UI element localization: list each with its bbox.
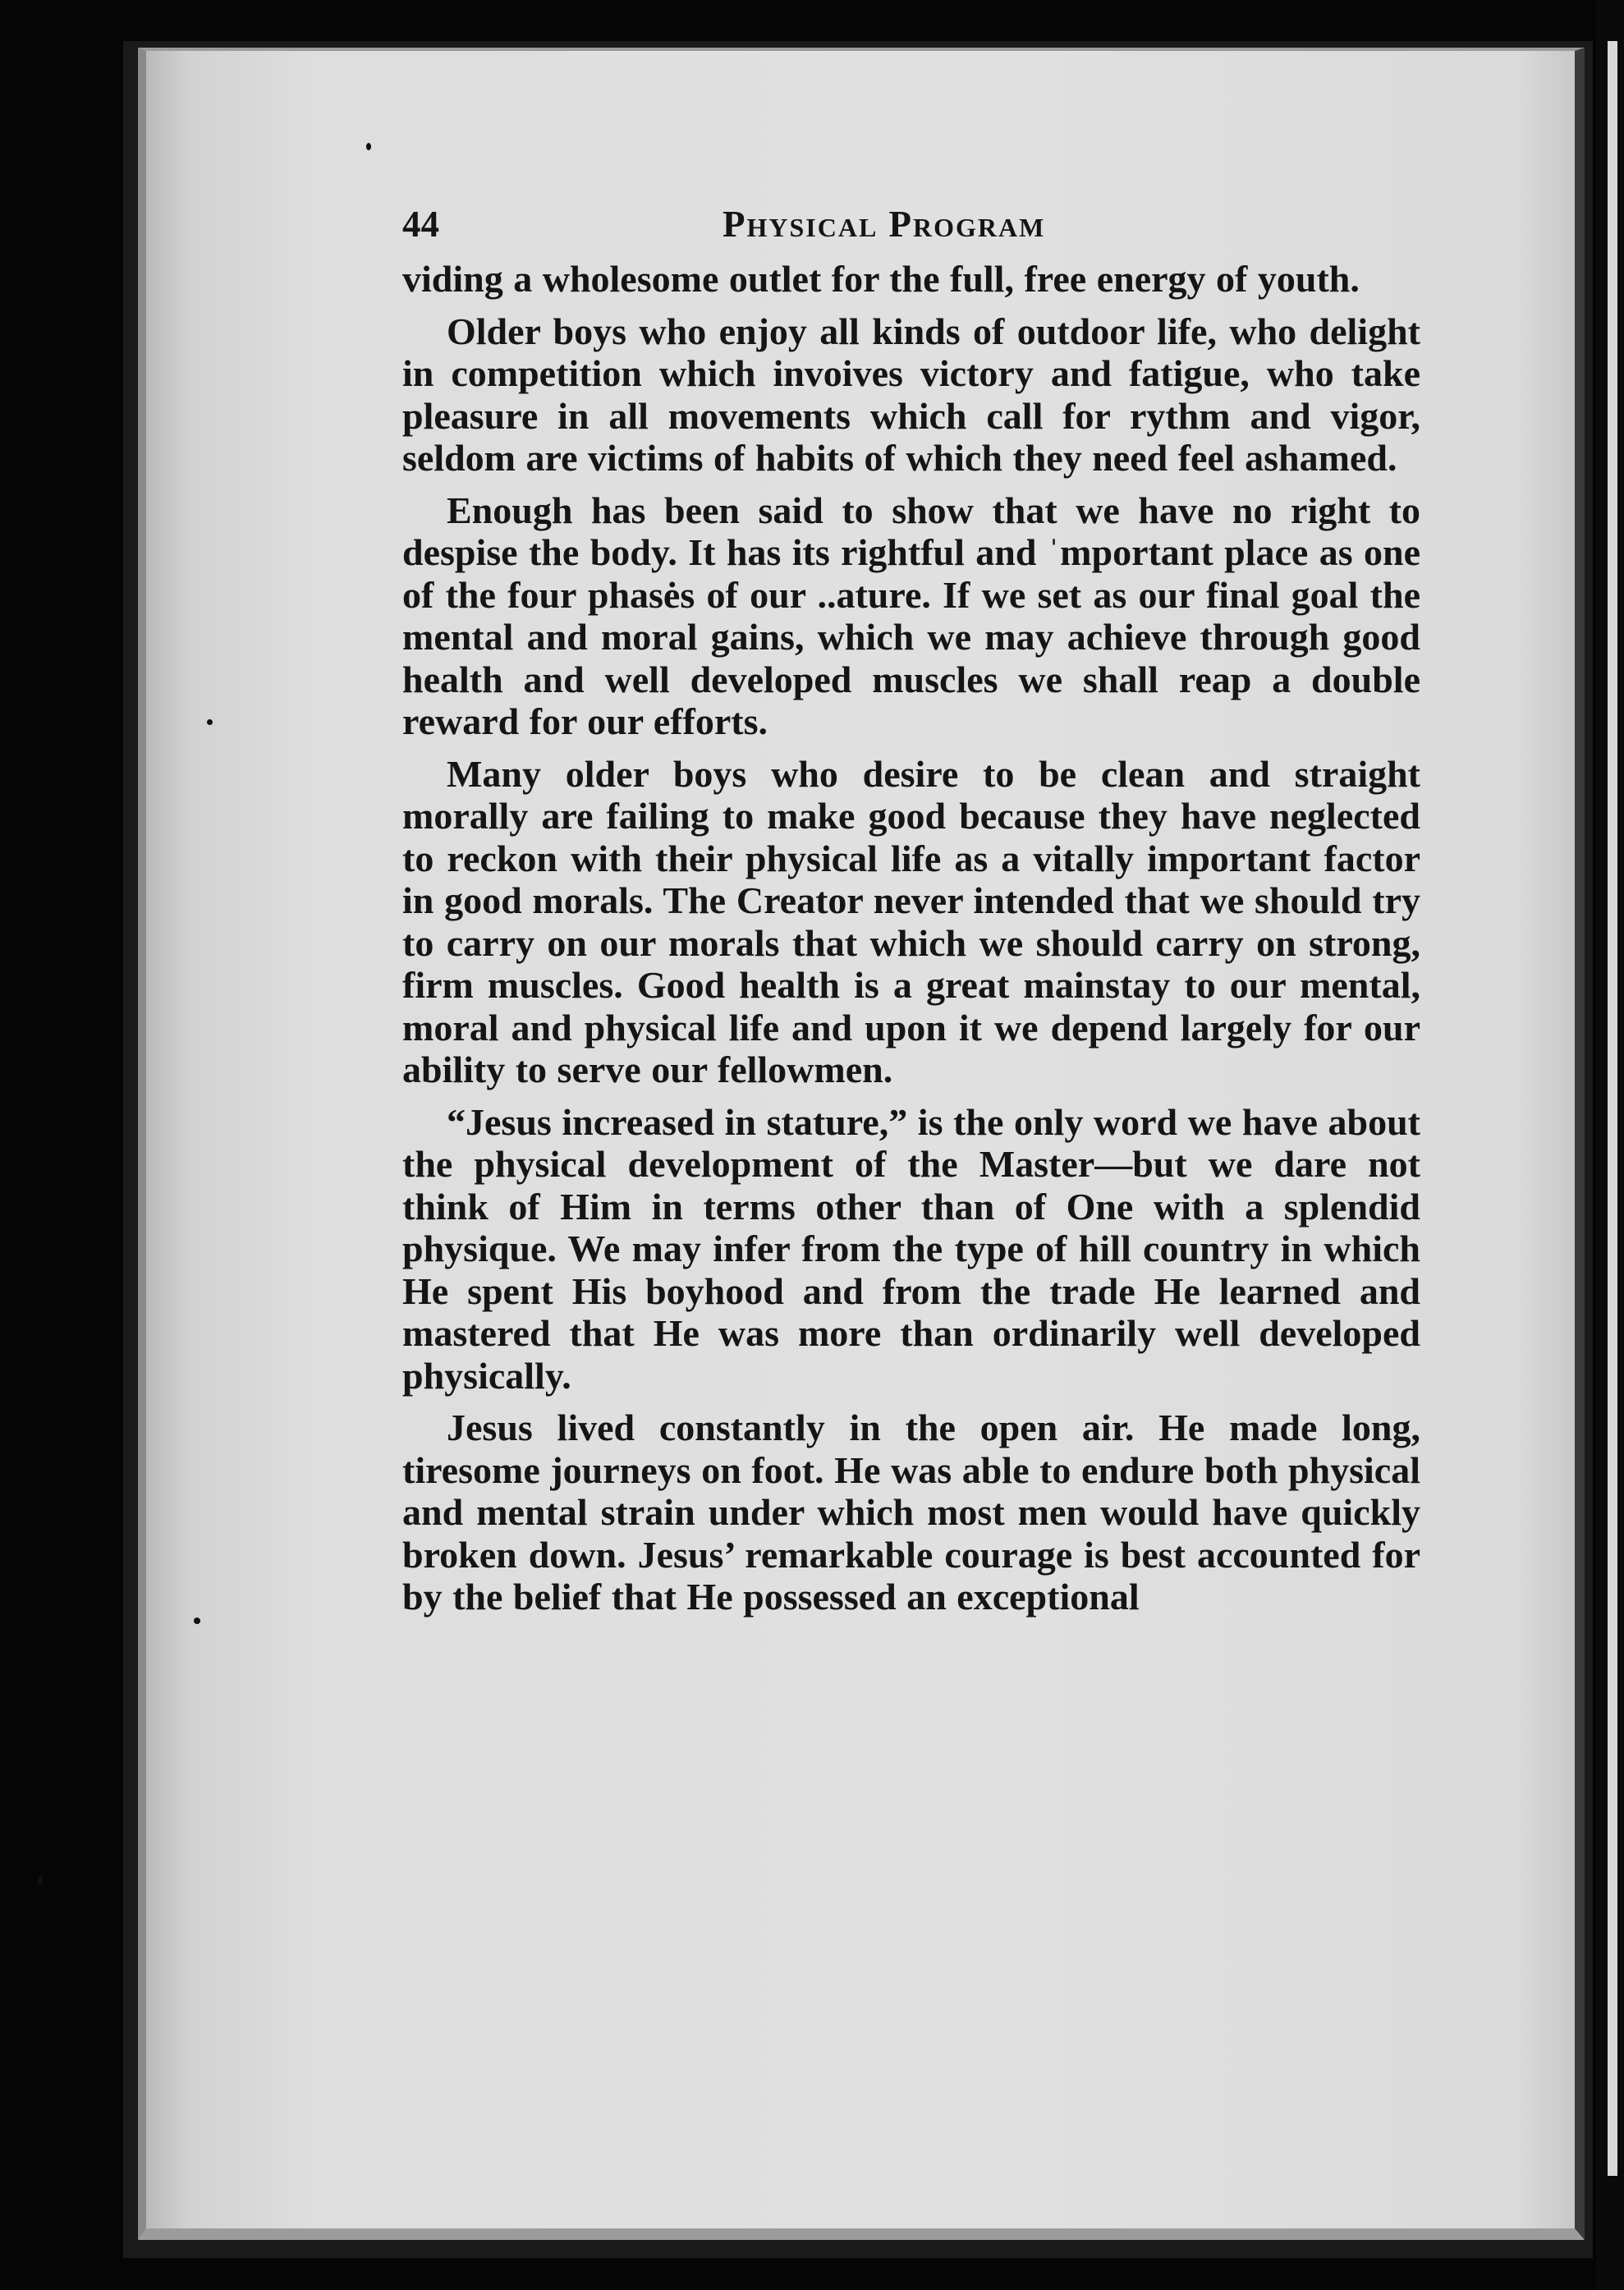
paragraph: viding a wholesome outlet for the full, free energy of youth. [402,258,1360,300]
running-head [402,197,1420,251]
scan-speck [366,143,371,150]
scan-speck [207,719,213,725]
running-title: Physical Program [723,204,1046,245]
page-number: 44 [402,204,439,245]
paragraph: Jesus lived constantly in the open air. He made long, tiresome journeys on foot. He was able to endure both physical and mental strain under which most men would have quickly broken down. Jesus’ remarkable courage is best accounted for by the belief that He possessed an exceptional [402,1407,1420,1618]
page-content [402,197,1420,1618]
paragraph: Many older boys who desire to be clean and straight morally are failing to make good because they have neglected to reckon with their physical life as a vitally important factor in good morals. The Creator never intended that we should try to carry on our morals that which we should carry on strong, firm muscles. Good health is a great mainstay to our mental, moral and physical life and upon it we depend largely for our ability to serve our fellowmen. [402,752,1420,1090]
adjacent-page-edge [1608,41,1617,2176]
scan-speck [194,1618,200,1624]
paragraph: “Jesus increased in stature,” is the only word we have about the physical development of the Master—but we dare not think of Him in terms other than of One with a splendid physique. We may infer from the type of hill country in which He spent His boyhood and from the trade He learned and mastered that He was more than ordinarily well developed physically. [402,1100,1420,1397]
paragraph: Older boys who enjoy all kinds of outdoor life, who delight in competition which invoives victory and fatigue, who take pleasure in all movements which call for rythm and vigor, seldom are victims of habits of which they need feel ashamed. [402,310,1420,479]
paragraph: Enough has been said to show that we have no right to despise the body. It has its rightful and ˈmportant place as one of the four phasės of our ..ature. If we set as our final goal the mental and moral gains, which we may achieve through good health and well developed muscles we shall reap a double reward for our efforts. [402,489,1420,742]
scan-speck [38,1875,43,1885]
